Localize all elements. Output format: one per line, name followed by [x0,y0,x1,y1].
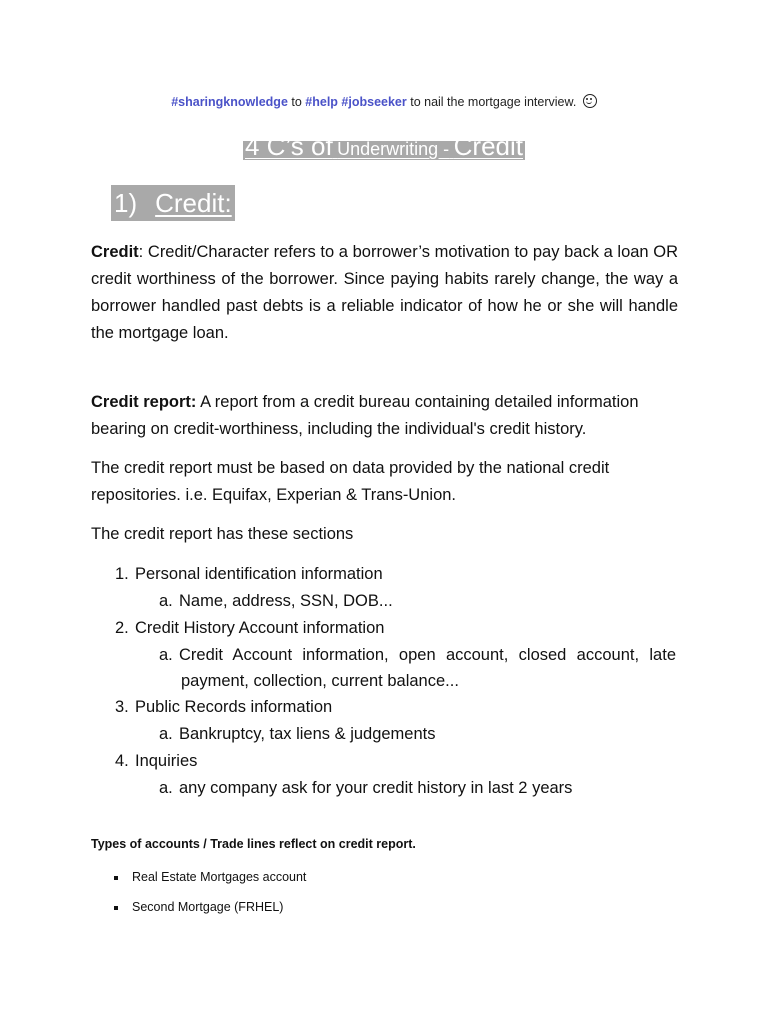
section-word: Credit: [155,188,232,218]
bullet-item: Real Estate Mortgages account [114,870,306,884]
list-subitem: a. Credit Account information, open account, closed account, late [159,646,676,664]
list-item: 2. Credit History Account information [115,619,385,637]
smiley-icon [583,94,597,108]
list-item: 3. Public Records information [115,698,333,716]
title-part1: 4 C’s of [245,131,333,161]
tagline [0,94,768,109]
section-heading [111,185,235,221]
tagline-text: to [287,95,306,109]
bullet-item: Second Mortgage (FRHEL) [114,900,283,914]
types-heading: Types of accounts / Trade lines reflect on credit report. [91,837,416,851]
title-part2: Underwriting - [337,139,450,159]
bullet-square-icon [114,906,118,910]
credit-definition: : Credit/Character refers to a borrower’s motivation to pay back a loan OR credit worthiness of the borrower. Since paying habits rarely change, the way a borrower handled past debts is a reliable indicator of how he or she will handle the mortgage loan. [91,243,678,342]
credit-term: Credit [91,243,139,261]
credit-report-paragraph [91,389,678,443]
credit-report-term: Credit report: [91,393,197,411]
repositories-paragraph: The credit report must be based on data provided by the national credit repositories. i.e. Equifax, Experian & Trans-Union. [91,459,610,504]
credit-paragraph [91,239,678,347]
credit-report-definition: A report from a credit bureau containing detailed information bearing on credit-worthiness, including the individual's credit history. [91,393,639,438]
section-number: 1) [114,188,138,218]
sections-intro: The credit report has these sections [91,525,354,543]
title-part3: Credit [453,131,523,161]
list-subitem-continued: payment, collection, current balance... [181,672,459,690]
list-item: 1. Personal identification information [115,565,383,583]
hashtag-sharingknowledge[interactable]: #sharingknowledge [171,95,288,109]
list-item: 4. Inquiries [115,752,198,770]
hashtag-help[interactable]: #help [305,95,338,109]
bullet-square-icon [114,876,118,880]
list-subitem: a. Name, address, SSN, DOB... [159,592,393,610]
list-subitem: a. Bankruptcy, tax liens & judgements [159,725,436,743]
list-subitem: a. any company ask for your credit history in last 2 years [159,779,573,797]
page-title [0,128,768,169]
tagline-rest: to nail the mortgage interview. [406,95,577,109]
hashtag-jobseeker[interactable]: #jobseeker [341,95,407,109]
